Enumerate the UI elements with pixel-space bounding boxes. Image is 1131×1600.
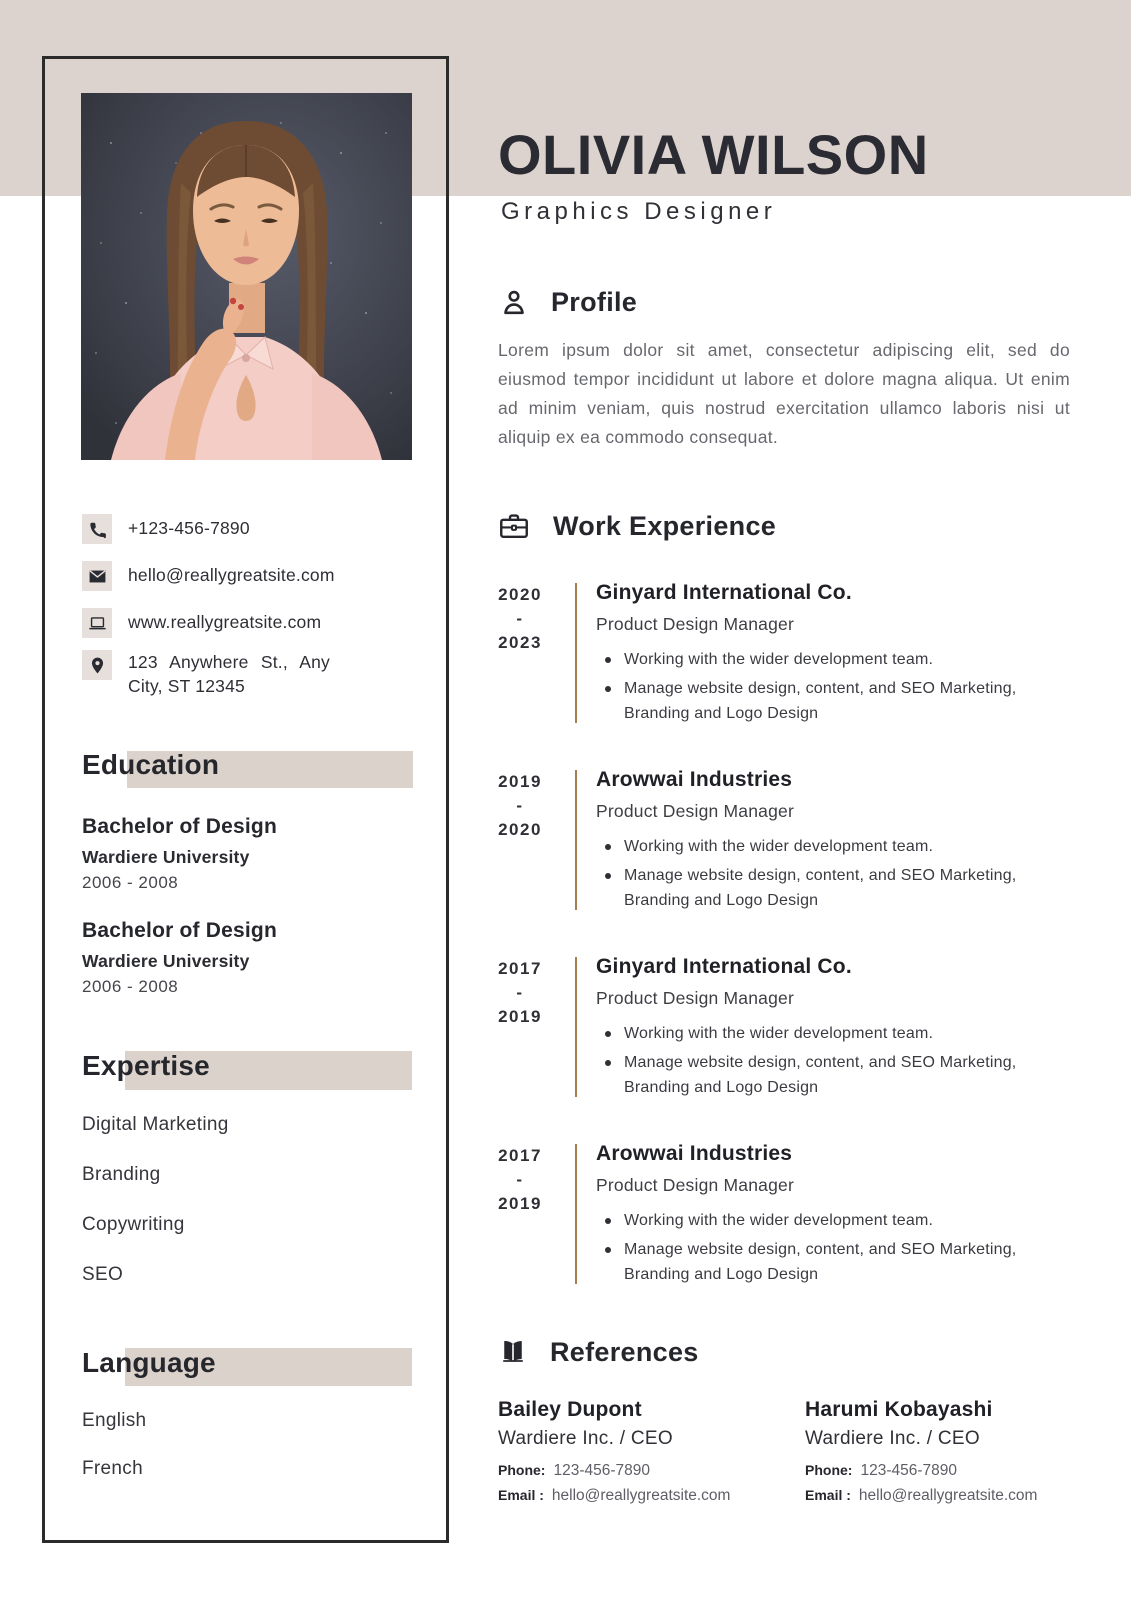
email-label: Email :	[805, 1487, 851, 1503]
contact-website-row	[82, 608, 422, 638]
job-role: Product Design Manager	[596, 614, 794, 634]
bullet-item: Manage website design, content, and SEO Marketing, Branding and Logo Design	[596, 863, 1038, 913]
references-heading-label: References	[550, 1336, 699, 1367]
work-entry	[596, 955, 1038, 1104]
references-section-heading	[498, 1336, 699, 1368]
degree: Bachelor of Design	[82, 815, 277, 838]
work-dates: 2020 - 2023	[498, 585, 542, 652]
bullet-item: Working with the wider development team.	[596, 1021, 1038, 1046]
timeline-divider	[575, 770, 577, 910]
expertise-item: Copywriting	[82, 1214, 185, 1235]
work-entry	[596, 1142, 1038, 1291]
language-item: French	[82, 1458, 143, 1479]
email-value: hello@reallygreatsite.com	[551, 1487, 731, 1504]
expertise-section-heading	[82, 1050, 413, 1090]
job-bullets	[596, 1021, 1038, 1100]
expertise-item: Digital Marketing	[82, 1114, 229, 1135]
reference-email-line	[498, 1487, 730, 1505]
work-entry	[596, 581, 1038, 730]
phone-value: 123-456-7890	[860, 1462, 957, 1479]
work-dates: 2019 - 2020	[498, 772, 542, 839]
company-name: Arowwai Industries	[596, 1142, 793, 1165]
bullet-item: Manage website design, content, and SEO Marketing, Branding and Logo Design	[596, 1050, 1038, 1100]
job-role: Product Design Manager	[596, 988, 794, 1008]
profile-section-heading	[499, 286, 637, 318]
reference-card	[805, 1398, 1037, 1505]
profile-body: Lorem ipsum dolor sit amet, consectetur adipiscing elit, sed do eiusmod tempor incididunt ut labore et dolore magna aliqua. Ut enim ad minim veniam, quis nostrud exercitation ullamco laboris nisi ut aliquip ex ea commodo consequat.	[498, 340, 1070, 447]
education-item	[82, 815, 277, 893]
expertise-item: Branding	[82, 1164, 161, 1185]
email-label: Email :	[498, 1487, 544, 1503]
timeline-divider	[575, 1144, 577, 1284]
person-name: OLIVIA WILSON	[498, 123, 929, 186]
contact-email-row	[82, 561, 422, 591]
reference-phone-line	[805, 1462, 1037, 1480]
degree: Bachelor of Design	[82, 919, 277, 942]
contact-phone-row	[82, 514, 422, 544]
phone-value: 123-456-7890	[553, 1462, 650, 1479]
portrait-illustration	[81, 93, 412, 460]
bullet-item: Manage website design, content, and SEO Marketing, Branding and Logo Design	[596, 676, 1038, 726]
company-name: Ginyard International Co.	[596, 581, 852, 604]
work-section-heading	[497, 508, 776, 544]
envelope-icon	[82, 561, 112, 591]
timeline-divider	[575, 583, 577, 723]
phone-icon	[82, 514, 112, 544]
contact-address-row	[82, 650, 422, 698]
email-value: hello@reallygreatsite.com	[858, 1487, 1038, 1504]
expertise-heading-label: Expertise	[82, 1050, 210, 1081]
dates: 2006 - 2008	[82, 873, 179, 892]
education-section-heading	[82, 749, 413, 789]
email-value: hello@reallygreatsite.com	[128, 565, 335, 585]
bullet-item: Working with the wider development team.	[596, 834, 1038, 859]
work-heading-label: Work Experience	[553, 510, 777, 541]
job-bullets	[596, 1208, 1038, 1287]
job-role: Product Design Manager	[596, 801, 794, 821]
profile-heading-label: Profile	[551, 286, 638, 317]
person-title: Graphics Designer	[501, 198, 777, 225]
reference-card	[498, 1398, 730, 1505]
education-item	[82, 919, 277, 997]
company-name: Ginyard International Co.	[596, 955, 852, 978]
phone-label: Phone:	[498, 1462, 546, 1478]
address-value: 123 Anywhere St., Any City, ST 12345	[128, 652, 330, 696]
person-icon	[499, 286, 529, 318]
school: Wardiere University	[82, 847, 250, 867]
reference-phone-line	[498, 1462, 730, 1480]
job-bullets	[596, 834, 1038, 913]
website-value: www.reallygreatsite.com	[128, 612, 322, 632]
dates: 2006 - 2008	[82, 977, 179, 996]
book-icon	[498, 1336, 528, 1368]
reference-name: Bailey Dupont	[498, 1398, 642, 1421]
school: Wardiere University	[82, 951, 250, 971]
reference-org: Wardiere Inc. / CEO	[498, 1428, 673, 1449]
bullet-item: Working with the wider development team.	[596, 647, 1038, 672]
language-section-heading	[82, 1347, 413, 1387]
location-pin-icon	[82, 650, 112, 680]
reference-name: Harumi Kobayashi	[805, 1398, 993, 1421]
education-heading-label: Education	[82, 749, 220, 780]
language-item: English	[82, 1410, 147, 1431]
portrait-photo	[81, 93, 412, 460]
bullet-item: Working with the wider development team.	[596, 1208, 1038, 1233]
work-dates: 2017 - 2019	[498, 959, 542, 1026]
reference-org: Wardiere Inc. / CEO	[805, 1428, 980, 1449]
job-role: Product Design Manager	[596, 1175, 794, 1195]
briefcase-icon	[497, 508, 531, 544]
laptop-icon	[82, 608, 112, 638]
phone-value: +123-456-7890	[128, 518, 250, 538]
company-name: Arowwai Industries	[596, 768, 793, 791]
work-entry	[596, 768, 1038, 917]
phone-label: Phone:	[805, 1462, 853, 1478]
expertise-item: SEO	[82, 1264, 124, 1285]
timeline-divider	[575, 957, 577, 1097]
reference-email-line	[805, 1487, 1037, 1505]
job-bullets	[596, 647, 1038, 726]
bullet-item: Manage website design, content, and SEO Marketing, Branding and Logo Design	[596, 1237, 1038, 1287]
work-dates: 2017 - 2019	[498, 1146, 542, 1213]
language-heading-label: Language	[82, 1347, 216, 1378]
